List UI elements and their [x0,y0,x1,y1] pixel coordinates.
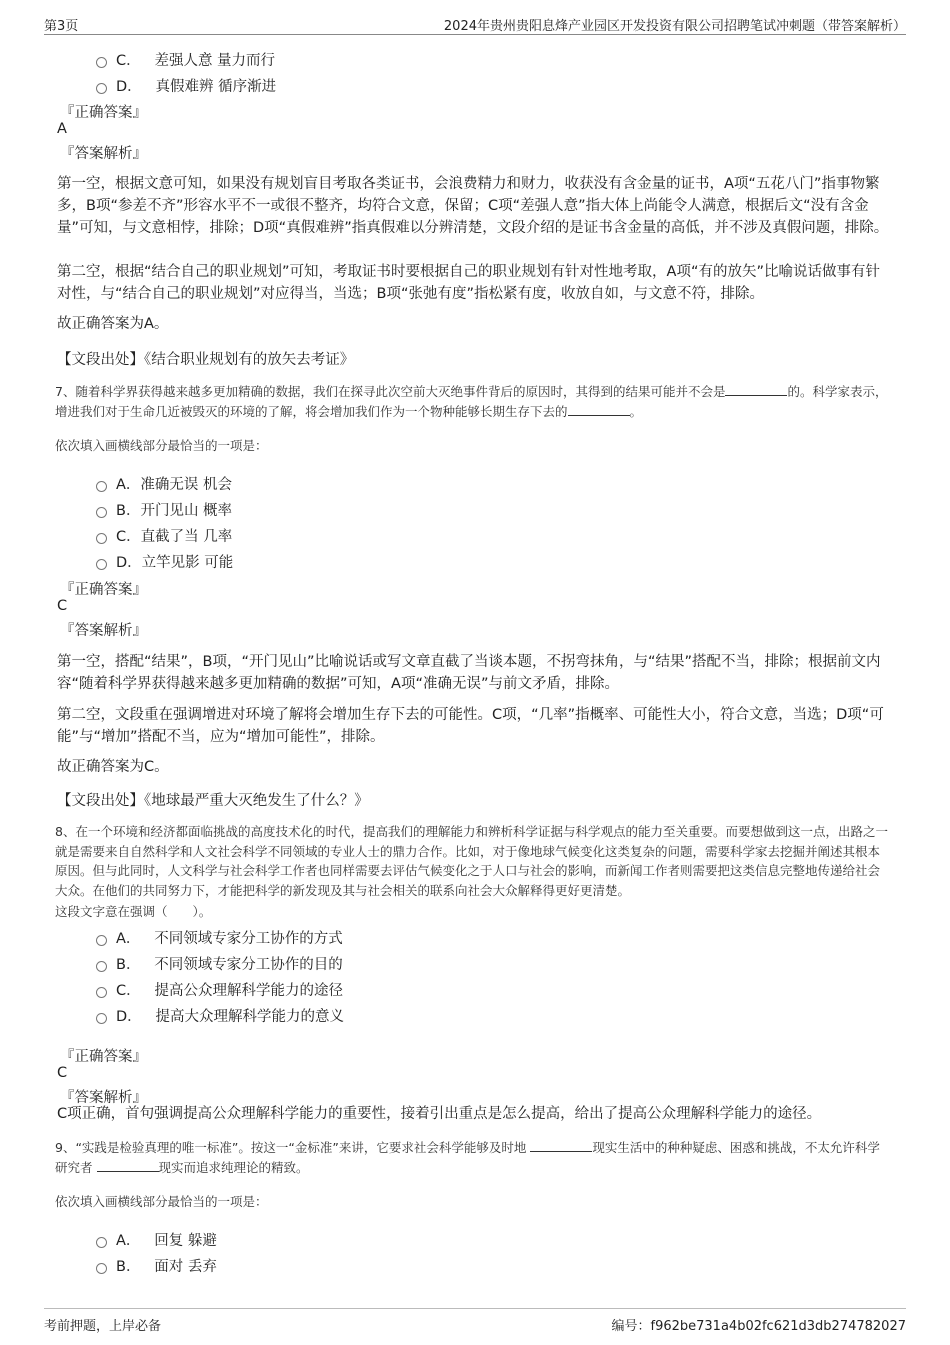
q9-option-a[interactable]: A． 回复 躲避 [96,1229,217,1250]
q8-stem: 8、在一个环境和经济都面临挑战的高度技术化的时代，提高我们的理解能力和辨析科学证据与科学观点的能力至关重要。而要想做到这一点，出路之一就是需要来自自然科学和人文社会科学不同领域的专业人士的鼎力合作。比如，对于像地球气候变化这类复杂的问题，需要科学家去挖掘并阐述其根本原因。但与此同时，人文科学与社会科学工作者也同样需要去评估气候变化之于人口与社会的影响，而新闻工作者则需要把这类信息完整地传递给社会大众。在他们的共同努力下，才能把科学的新发现及其与社会相关的联系向社会大众解释得更好更清楚。 [55,824,888,898]
blank-line [568,403,630,416]
q7-option-b[interactable]: B．开门见山 概率 [96,499,232,520]
q8-answer: C [57,1065,68,1081]
q8-analysis-p1: C项正确，首句强调提高公众理解科学能力的重要性，接着引出重点是怎么提高，给出了提高公众理解科学能力的途径。 [57,1106,822,1122]
blank-line [530,1139,592,1152]
footer-code: 编号：f962be731a4b02fc621d3db274782027 [611,1319,906,1334]
q8-option-d[interactable]: D． 提高大众理解科学能力的意义 [96,1005,344,1026]
radio-icon[interactable] [96,987,107,998]
page-header [44,14,906,35]
radio-icon[interactable] [96,507,107,518]
q6-source: 【文段出处】《结合职业规划有的放矢去考证》 [57,352,355,368]
q7-analysis-p1: 第一空，搭配“结果”，B项，“开门见山”比喻说话或写文章直截了当谈本题，不拐弯抹角，与“结果”搭配不当，排除；根据前文内容“随着科学界获得越来越多更加精确的数据”可知，A项“准确无误”与前文矛盾，排除。 [57,654,881,692]
radio-icon[interactable] [96,1013,107,1024]
q6-analysis-p1: 第一空，根据文意可知，如果没有规划盲目考取各类证书，会浪费精力和财力，收获没有含金量的证书，A项“五花八门”指事物繁多，B项“参差不齐”形容水平不一或很不整齐，均符合文意，保留；C项“差强人意”指大体上尚能令人满意，根据后文“没有含金量”可知，与文意相悖，排除；D项“真假难辨”指真假难以分辨清楚，文段介绍的是证书含金量的高低，并不涉及真假问题，排除。 [57,176,889,236]
q7-option-a[interactable]: A．准确无误 机会 [96,473,232,494]
q8-option-c[interactable]: C． 提高公众理解科学能力的途径 [96,979,343,1000]
q7-stem: 7、随着科学界获得越来越多更加精确的数据，我们在探寻此次空前大灭绝事件背后的原因时，其得到的结果可能并不会是 的。科学家表示，增进我们对于生命几近被毁灭的环境的了解，将会增加我们作为一个物种能够长期生存下去的 。 [55,384,888,419]
analysis-label: 『答案解析』 [60,1090,147,1106]
page-number: 第3页 [44,19,79,34]
analysis-label: 『答案解析』 [60,146,147,162]
q9-prompt: 依次填入画横线部分最恰当的一项是： [55,1194,268,1209]
q8-question: 这段文字意在强调（ ）。 [55,904,212,919]
radio-icon[interactable] [96,481,107,492]
q8-option-b[interactable]: B． 不同领域专家分工协作的目的 [96,953,343,974]
q7-option-c[interactable]: C．直截了当 几率 [96,525,232,546]
blank-line [97,1159,159,1172]
correct-answer-label: 『正确答案』 [60,1049,147,1065]
q7-conclusion: 故正确答案为C。 [57,759,169,775]
q7-option-d[interactable]: D．立竿见影 可能 [96,551,233,572]
q7-prompt: 依次填入画横线部分最恰当的一项是： [55,438,268,453]
q9-option-b[interactable]: B． 面对 丢弃 [96,1255,217,1276]
q6-option-d[interactable]: D． 真假难辨 循序渐进 [96,75,276,96]
q6-answer: A [57,121,67,137]
q9-stem: 9、“实践是检验真理的唯一标准”。按这一“金标准”来讲，它要求社会科学能够及时地 现实生活中的种种疑虑、困惑和挑战，不太允许科学研究者 现实而追求纯理论的精致。 [55,1140,880,1175]
blank-line [725,383,787,396]
radio-icon[interactable] [96,533,107,544]
q6-conclusion: 故正确答案为A。 [57,316,169,332]
correct-answer-label: 『正确答案』 [60,582,147,598]
radio-icon[interactable] [96,935,107,946]
analysis-label: 『答案解析』 [60,623,147,639]
radio-icon[interactable] [96,1263,107,1274]
radio-icon[interactable] [96,83,107,94]
page-footer [44,1308,906,1333]
q7-answer: C [57,598,68,614]
radio-icon[interactable] [96,961,107,972]
correct-answer-label: 『正确答案』 [60,105,147,121]
document-title: 2024年贵州贵阳息烽产业园区开发投资有限公司招聘笔试冲刺题（带答案解析） [443,19,906,34]
q7-source: 【文段出处】《地球最严重大灭绝发生了什么？》 [57,793,369,809]
radio-icon[interactable] [96,559,107,570]
q8-option-a[interactable]: A． 不同领域专家分工协作的方式 [96,927,343,948]
footer-slogan: 考前押题，上岸必备 [44,1319,162,1334]
radio-icon[interactable] [96,1237,107,1248]
radio-icon[interactable] [96,57,107,68]
q6-option-c[interactable]: C． 差强人意 量力而行 [96,49,275,70]
q6-analysis-p2: 第二空，根据“结合自己的职业规划”可知，考取证书时要根据自己的职业规划有针对性地考取，A项“有的放矢”比喻说话做事有针对性，与“结合自己的职业规划”对应得当，当选；B项“张弛有度”指松紧有度，收放自如，与文意不符，排除。 [57,264,880,302]
q7-analysis-p2: 第二空，文段重在强调增进对环境了解将会增加生存下去的可能性。C项，“几率”指概率、可能性大小，符合文意，当选；D项“可能”与“增加”搭配不当，应为“增加可能性”，排除。 [57,707,884,745]
